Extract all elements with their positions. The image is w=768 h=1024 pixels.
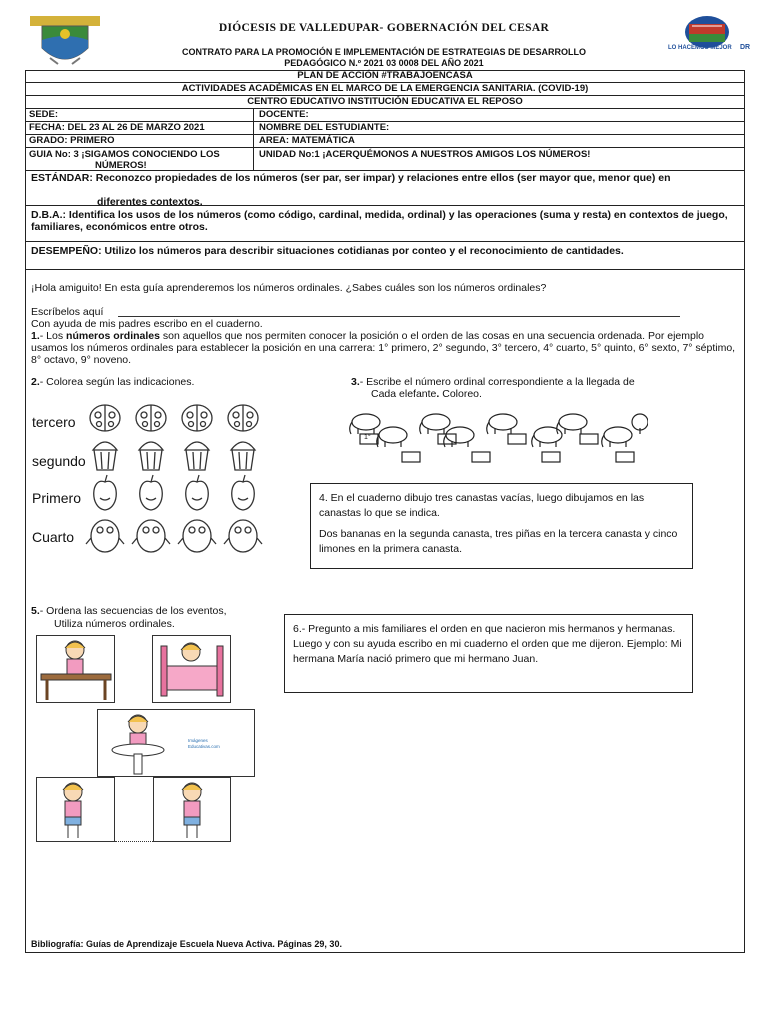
- desempeno-row: [25, 242, 745, 270]
- apple-icon: [186, 475, 209, 510]
- header-contract-number: PEDAGÓGICO N.º 2021 03 0008 DEL AÑO 2021: [284, 58, 484, 68]
- docente-label: DOCENTE:: [259, 109, 309, 120]
- monster-icon: [224, 520, 262, 552]
- guia-row: [25, 148, 745, 171]
- estandar-text-continued: diferentes contextos.: [97, 196, 203, 208]
- exercise-5-instruction-cont: Utiliza números ordinales.: [54, 618, 175, 630]
- fecha-row: [25, 122, 745, 135]
- exercise-5-text: - Ordena las secuencias de los eventos,: [39, 605, 227, 617]
- exercise-6-text: 6.- Pregunto a mis familiares el orden en que nacieron mis hermanos y hermanas. Luego y con su ayuda escribo en mi cuaderno el orden que me dijeron. Ejemplo: Mi hermana María nació primero que mi hermano Juan.: [293, 623, 682, 665]
- exercise-2-number: 2.: [31, 376, 40, 388]
- ordinal-explanation-term: números ordinales: [66, 330, 160, 342]
- monster-icon: [86, 520, 124, 552]
- ladybug-icon: [90, 405, 120, 431]
- exercise-4-text-2: Dos bananas en la segunda canasta, tres piñas en la tercera canasta y cinco limones en la primera canasta.: [319, 528, 678, 555]
- ordinal-row-label-2: segundo: [32, 453, 86, 469]
- exercise-2-text: - Colorea según las indicaciones.: [39, 376, 195, 388]
- sequence-frame-5: [153, 777, 231, 842]
- grado-label: GRADO: PRIMERO: [29, 135, 115, 146]
- ladybug-icon: [136, 405, 166, 431]
- gobernacion-slogan: LO HACEMOS MEJOR: [668, 45, 732, 51]
- student-name-label: NOMBRE DEL ESTUDIANTE:: [259, 122, 390, 133]
- desempeno-text: Utilizo los números para describir situaciones cotidianas por conteo y el reconocimiento de cantidades.: [101, 245, 624, 257]
- fecha-label: FECHA: DEL 23 AL 26 DE MARZO 2021: [29, 122, 205, 133]
- sequence-frame-2: [152, 635, 231, 703]
- guia-label: GUIA No: 3 ¡SIGAMOS CONOCIENDO LOS: [29, 149, 220, 160]
- centro-row: [25, 96, 745, 109]
- ladybug-icon: [228, 405, 258, 431]
- centro-title: CENTRO EDUCATIVO INSTITUCIÓN EDUCATIVA EL REPOSO: [247, 96, 523, 107]
- exercise-3-text: - Escribe el número ordinal correspondiente a la llegada de: [359, 376, 635, 388]
- elephant-icon: [632, 414, 648, 434]
- girl-drinking-icon: [37, 778, 114, 841]
- imagenes-educativas-caption: Imágenes Educativas.com: [188, 738, 220, 749]
- exercise-2-instruction: [31, 376, 194, 388]
- exercise-5-number: 5.: [31, 605, 40, 617]
- exercise-6-box: [284, 614, 693, 693]
- header-title: DIÓCESIS DE VALLEDUPAR- GOBERNACIÓN DEL CESAR: [218, 22, 550, 34]
- apple-icon: [232, 475, 255, 510]
- gobernacion-logo-tail: DR: [740, 44, 751, 51]
- bibliography: Bibliografía: Guías de Aprendizaje Escuela Nueva Activa. Páginas 29, 30.: [31, 939, 342, 949]
- elephant-icon: [602, 427, 632, 447]
- ordinal-explanation-a: - Los: [39, 330, 67, 342]
- dba-label: D.B.A.:: [31, 209, 66, 221]
- cupcake-icon: [231, 442, 255, 470]
- desempeno-label: DESEMPEÑO:: [31, 245, 102, 257]
- exercise-3-text-2: Cada elefante: [371, 388, 437, 400]
- intro-write-here: Escríbelos aquí: [31, 306, 104, 318]
- ordinal-row-label-4: Cuarto: [32, 529, 75, 545]
- exercise-3-number: 3.: [351, 376, 360, 388]
- cupcake-icon: [93, 442, 117, 470]
- actividades-row: [25, 83, 745, 96]
- sequence-frame-blank: [115, 777, 153, 842]
- exercise-4-box: [310, 483, 693, 569]
- intro-greeting: ¡Hola amiguito! En esta guía aprenderemos los números ordinales. ¿Sabes cuáles son los números ordinales?: [31, 282, 547, 294]
- sequence-frame-1: [36, 635, 115, 703]
- elephant-icon: [420, 414, 450, 434]
- elephant-icon: [377, 427, 407, 447]
- area-label: AREA: MATEMÁTICA: [259, 135, 355, 146]
- girl-in-bed-icon: [153, 636, 230, 702]
- coat-of-arms-logo: [30, 14, 100, 70]
- gobernacion-logo: [668, 14, 738, 60]
- unidad-label: UNIDAD No:1 ¡ACERQUÉMONOS A NUESTROS AMIGOS LOS NÚMEROS!: [259, 149, 591, 160]
- girl-crying-icon: [154, 778, 230, 841]
- sequence-frame-3: [97, 709, 255, 777]
- girl-brushing-icon: [98, 710, 178, 776]
- girl-eating-icon: [37, 636, 114, 702]
- plan-title: PLAN DE ACCIÓN #TRABAJOENCASA: [297, 70, 473, 81]
- ordinal-explanation-number: 1.: [31, 330, 40, 342]
- monster-icon: [132, 520, 170, 552]
- sede-label: SEDE:: [29, 109, 59, 120]
- exercise-3-text-3: Coloreo.: [439, 388, 482, 400]
- apple-icon: [140, 475, 163, 510]
- elephant-sample-answer: 1°: [364, 434, 371, 441]
- cupcake-icon: [139, 442, 163, 470]
- apple-icon: [94, 475, 117, 510]
- exercise-3-instruction-cont: Cada elefante. Coloreo.: [371, 388, 482, 400]
- elephant-icon: [557, 414, 587, 434]
- intro-parents-help: Con ayuda de mis padres escribo en el cuaderno.: [31, 318, 263, 330]
- dba-row: [25, 206, 745, 242]
- plan-row: [25, 70, 745, 83]
- sequence-frame-4: [36, 777, 115, 842]
- coloring-drawings: [85, 398, 270, 558]
- ordinal-row-label-3: Primero: [32, 490, 82, 506]
- monster-icon: [178, 520, 216, 552]
- ordinal-explanation-b: son aquellos que nos permiten conocer la posición o el orden de las cosas en una secuencia ordenada. Por ejemplo usamos los números ordinales para establecer la posición en una carrera: 1° primero, 2° segundo, 3° tercero, 4° cuarto, 5° quinto, 6° sexto, 7° séptimo, 8° octavo, 9° noveno.: [31, 330, 736, 366]
- exercise-5-instruction: [31, 605, 227, 617]
- exercise-4-text: 4. En el cuaderno dibujo tres canastas vacías, luego dibujamos en las canastas lo que se indica.: [319, 492, 645, 519]
- actividades-title: ACTIVIDADES ACADÉMICAS EN EL MARCO DE LA EMERGENCIA SANITARIA. (COVID-19): [181, 83, 589, 94]
- estandar-text: Reconozco propiedades de los números (ser par, ser impar) y relaciones entre ellos (ser mayor que, menor que) en: [92, 172, 671, 184]
- ladybug-icon: [182, 405, 212, 431]
- estandar-row: [25, 171, 745, 206]
- write-here-line: [118, 316, 680, 317]
- cupcake-icon: [185, 442, 209, 470]
- elephant-icon: [532, 427, 562, 447]
- estandar-label: ESTÁNDAR:: [31, 172, 93, 184]
- ordinal-explanation: [31, 330, 739, 366]
- dba-text: Identifica los usos de los números (como código, cardinal, medida, ordinal) y las operaciones (suma y resta) en contextos de juego, familiares, económicos entre otros.: [31, 209, 728, 233]
- guia-label-continued: NÚMEROS!: [95, 160, 147, 171]
- header-contract: CONTRATO PARA LA PROMOCIÓN E IMPLEMENTACIÓN DE ESTRATEGIAS DE DESARROLLO: [181, 47, 586, 57]
- ordinal-row-label-1: tercero: [32, 414, 76, 430]
- grado-row: [25, 135, 745, 148]
- sede-row: [25, 109, 745, 122]
- elephant-icon: [487, 414, 517, 434]
- elephants-drawing: [348, 408, 648, 468]
- elephant-icon: [350, 414, 380, 434]
- exercise-3-instruction: [351, 376, 736, 388]
